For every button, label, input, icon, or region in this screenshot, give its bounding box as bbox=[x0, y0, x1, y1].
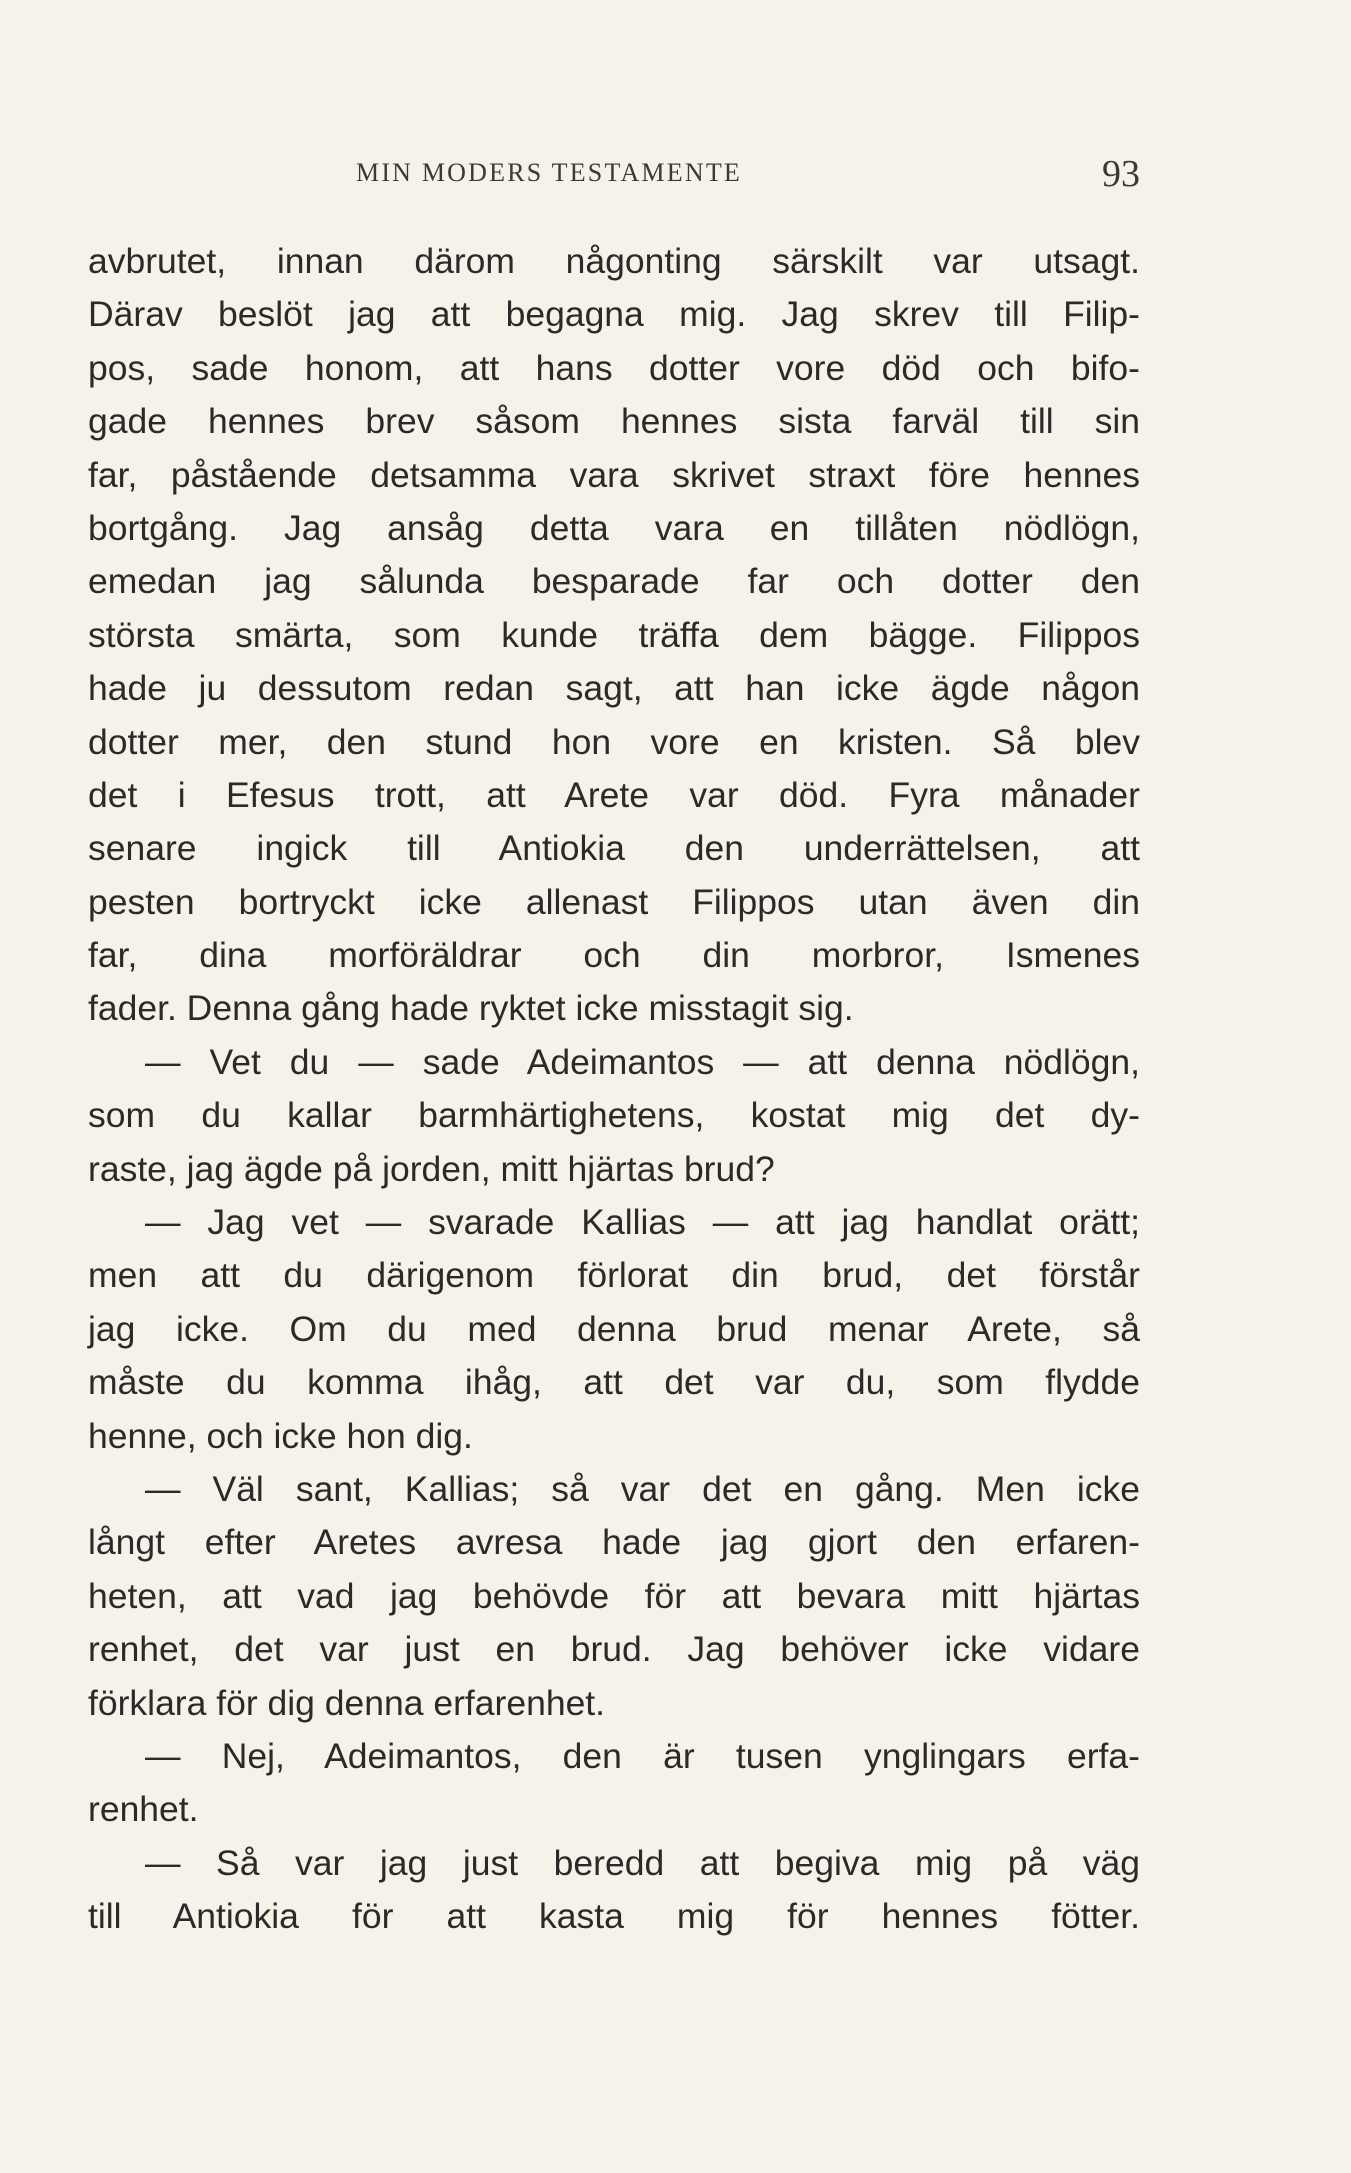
text-line: gade hennes brev såsom hennes sista farväl till sin bbox=[88, 401, 1140, 442]
text-line: raste, jag ägde på jorden, mitt hjärtas brud? bbox=[88, 1148, 775, 1189]
text-line: pesten bortryckt icke allenast Filippos utan även din bbox=[88, 881, 1140, 922]
text-line: förklara för dig denna erfarenhet. bbox=[88, 1682, 606, 1723]
body-text bbox=[88, 235, 1140, 1944]
text-line: renhet, det var just en brud. Jag behöver icke vidare bbox=[88, 1629, 1140, 1670]
text-line: största smärta, som kunde träffa dem bägge. Filippos bbox=[88, 614, 1140, 655]
text-line: far, dina morföräldrar och din morbror, Ismenes bbox=[88, 935, 1140, 976]
text-line: det i Efesus trott, att Arete var död. Fyra månader bbox=[88, 774, 1140, 815]
text-line: — Väl sant, Kallias; så var det en gång. Men icke bbox=[145, 1468, 1140, 1509]
text-line: — Jag vet — svarade Kallias — att jag handlat orätt; bbox=[145, 1202, 1140, 1243]
text-line: hade ju dessutom redan sagt, att han icke ägde någon bbox=[88, 668, 1140, 709]
text-line: dotter mer, den stund hon vore en kristen. Så blev bbox=[88, 721, 1140, 762]
text-line: Därav beslöt jag att begagna mig. Jag skrev till Filip- bbox=[88, 294, 1140, 335]
page-number: 93 bbox=[1102, 153, 1140, 195]
text-line: bortgång. Jag ansåg detta vara en tillåten nödlögn, bbox=[88, 507, 1140, 548]
text-line: måste du komma ihåg, att det var du, som flydde bbox=[88, 1362, 1140, 1403]
text-line: avbrutet, innan därom någonting särskilt var utsagt. bbox=[88, 241, 1140, 281]
text-line: jag icke. Om du med denna brud menar Arete, så bbox=[88, 1308, 1140, 1349]
text-line: — Nej, Adeimantos, den är tusen ynglingars erfa- bbox=[145, 1735, 1140, 1776]
text-line: emedan jag sålunda besparade far och dotter den bbox=[88, 561, 1140, 602]
text-line: heten, att vad jag behövde för att bevara mitt hjärtas bbox=[88, 1575, 1140, 1616]
running-header bbox=[88, 152, 1140, 202]
text-line: renhet. bbox=[88, 1789, 199, 1830]
text-line: henne, och icke hon dig. bbox=[88, 1415, 473, 1456]
text-line: senare ingick till Antiokia den underrättelsen, att bbox=[88, 828, 1140, 869]
text-line: fader. Denna gång hade ryktet icke misstagit sig. bbox=[88, 988, 854, 1029]
text-line: — Vet du — sade Adeimantos — att denna nödlögn, bbox=[145, 1041, 1140, 1082]
text-line: — Så var jag just beredd att begiva mig på väg bbox=[145, 1842, 1140, 1883]
text-line: pos, sade honom, att hans dotter vore död och bifo- bbox=[88, 347, 1140, 388]
text-line: till Antiokia för att kasta mig för hennes fötter. bbox=[88, 1896, 1140, 1937]
text-line: far, påstående detsamma vara skrivet straxt före hennes bbox=[88, 454, 1140, 495]
running-title: MIN MODERS TESTAMENTE bbox=[356, 158, 742, 187]
text-line: långt efter Aretes avresa hade jag gjort den erfaren- bbox=[88, 1522, 1140, 1563]
text-line: men att du därigenom förlorat din brud, det förstår bbox=[88, 1255, 1140, 1296]
text-line: som du kallar barmhärtighetens, kostat mig det dy- bbox=[88, 1095, 1140, 1136]
